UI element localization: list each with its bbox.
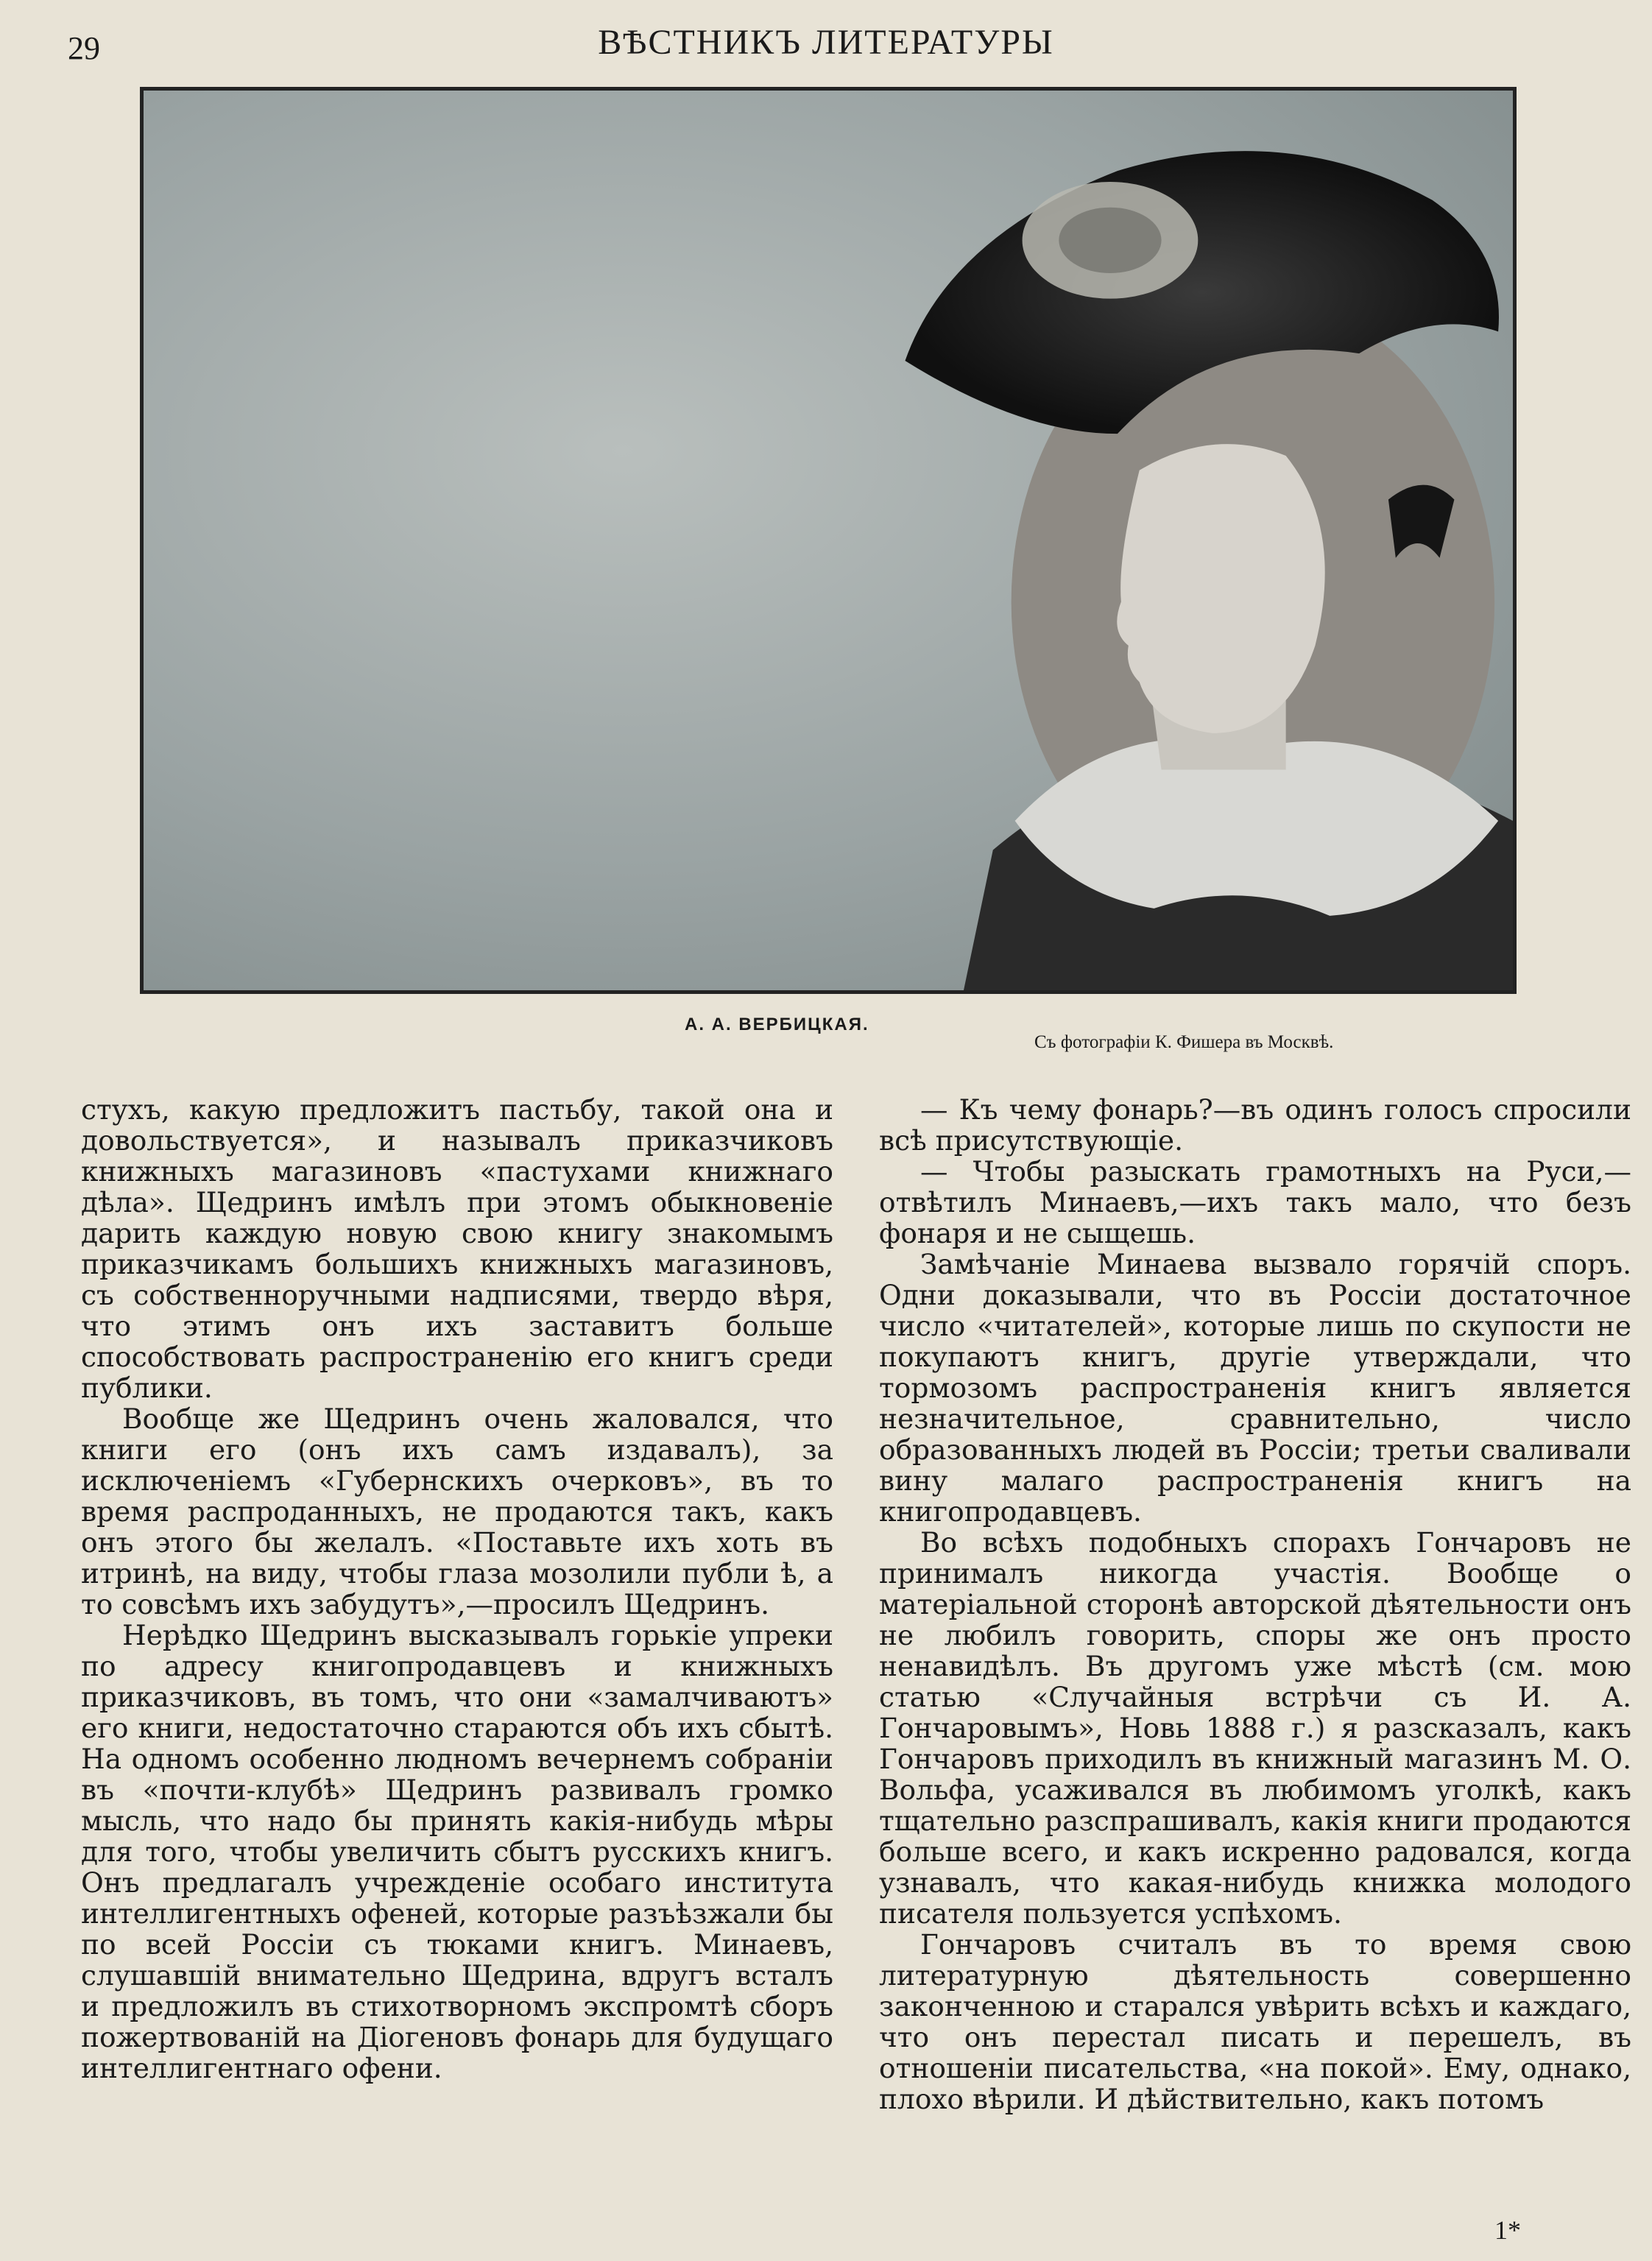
figure-caption-credit: Съ фотографіи К. Фишера въ Москвѣ. [1034, 1032, 1334, 1052]
page-number: 29 [68, 30, 100, 66]
paragraph: Вообще же Щедринъ очень жаловался, что книги его (онъ ихъ самъ издавалъ), за исключеніемъ «Губернскихъ очерковъ», въ то время распроданныхъ, не продаются такъ, какъ онъ этого бы желалъ. «Поставьте ихъ хоть въ итринѣ, на виду, чтобы глаза мозолили публи ѣ, а то совсѣмъ ихъ забудутъ»,—просилъ Щедринъ. [81, 1403, 833, 1620]
paragraph: — Къ чему фонарь?—въ одинъ голосъ спросили всѣ присутствующіе. [879, 1093, 1631, 1157]
paragraph: Гончаровъ считалъ въ то время свою литературную дѣятельность совершенно законченною и старался увѣрить всѣхъ и каждаго, что онъ перестал писать и перешелъ, въ отношеніи писательства, «на покой». Ему, однако, плохо вѣрили. И дѣйствительно, какъ потомъ [879, 1928, 1631, 2115]
right-column [879, 1094, 1631, 2114]
signature-mark: 1* [1494, 2215, 1521, 2245]
paragraph: стухъ, какую предложитъ пастьбу, такой она и довольствуется», и называлъ приказчиковъ книжныхъ магазиновъ «пастухами книжнаго дѣла». Щедринъ имѣлъ при этомъ обыкновеніе дарить каждую новую свою книгу знакомымъ приказчикамъ большихъ книжныхъ магазиновъ, съ собственноручными надписями, твердо вѣря, что этимъ онъ ихъ заставитъ больше способствовать распространенію его книгъ среди публики. [81, 1093, 833, 1404]
figure-caption-name: А. А. ВЕРБИЦКАЯ. [685, 1015, 869, 1034]
paragraph: Замѣчаніе Минаева вызвало горячій споръ. Одни доказывали, что въ Россіи достаточное число «читателей», которые лишь по скупости не покупаютъ книгъ, другіе утверждали, что тормозомъ распространенія книгъ является незначительное, сравнительно, число образованныхъ людей въ Россіи; третьи сваливали вину малаго распространенія книгъ на книгопродавцевъ. [879, 1248, 1631, 1528]
left-column [81, 1094, 833, 2084]
paragraph: Во всѣхъ подобныхъ спорахъ Гончаровъ не принималъ никогда участія. Вообще о матеріальной сторонѣ авторской дѣятельности онъ не любилъ говорить, споры же онъ просто ненавидѣлъ. Въ другомъ уже мѣстѣ (см. мою статью «Случайныя встрѣчи съ И. А. Гончаровымъ», Новь 1888 г.) я разсказалъ, какъ Гончаровъ приходилъ въ книжный магазинъ М. О. Вольфа, усаживался въ любимомъ уголкѣ, какъ тщательно разспрашивалъ, какія книги продаются больше всего, и какъ искренно радовался, когда узнавалъ, что какая-нибудь книжка молодого писателя пользуется успѣхомъ. [879, 1526, 1631, 1930]
paragraph: — Чтобы разыскать грамотныхъ на Руси,— отвѣтилъ Минаевъ,—ихъ такъ мало, что безъ фонаря и не сыщешь. [879, 1155, 1631, 1249]
journal-title: ВѢСТНИКЪ ЛИТЕРАТУРЫ [598, 23, 1054, 62]
portrait-illustration [144, 91, 1513, 990]
portrait-photo [140, 87, 1517, 994]
paragraph: Нерѣдко Щедринъ высказывалъ горькіе упреки по адресу книгопродавцевъ и книжныхъ приказчиковъ, въ томъ, что они «замалчиваютъ» его книги, недостаточно стараются объ ихъ сбытѣ. На одномъ особенно людномъ вечернемъ собраніи въ «почти-клубѣ» Щедринъ развивалъ громко мысль, что надо бы принять какія-нибудь мѣры для того, чтобы увеличить сбытъ русскихъ книгъ. Онъ предлагалъ учрежденіе особаго института интеллигентныхъ офеней, которые разъѣзжали бы по всей Россіи съ тюками книгъ. Минаевъ, слушавшій внимательно Щедрина, вдругъ всталъ и предложилъ въ стихотворномъ экспромтѣ сборъ пожертвованій на Діогеновъ фонарь для будущаго интеллигентнаго офени. [81, 1619, 833, 2084]
